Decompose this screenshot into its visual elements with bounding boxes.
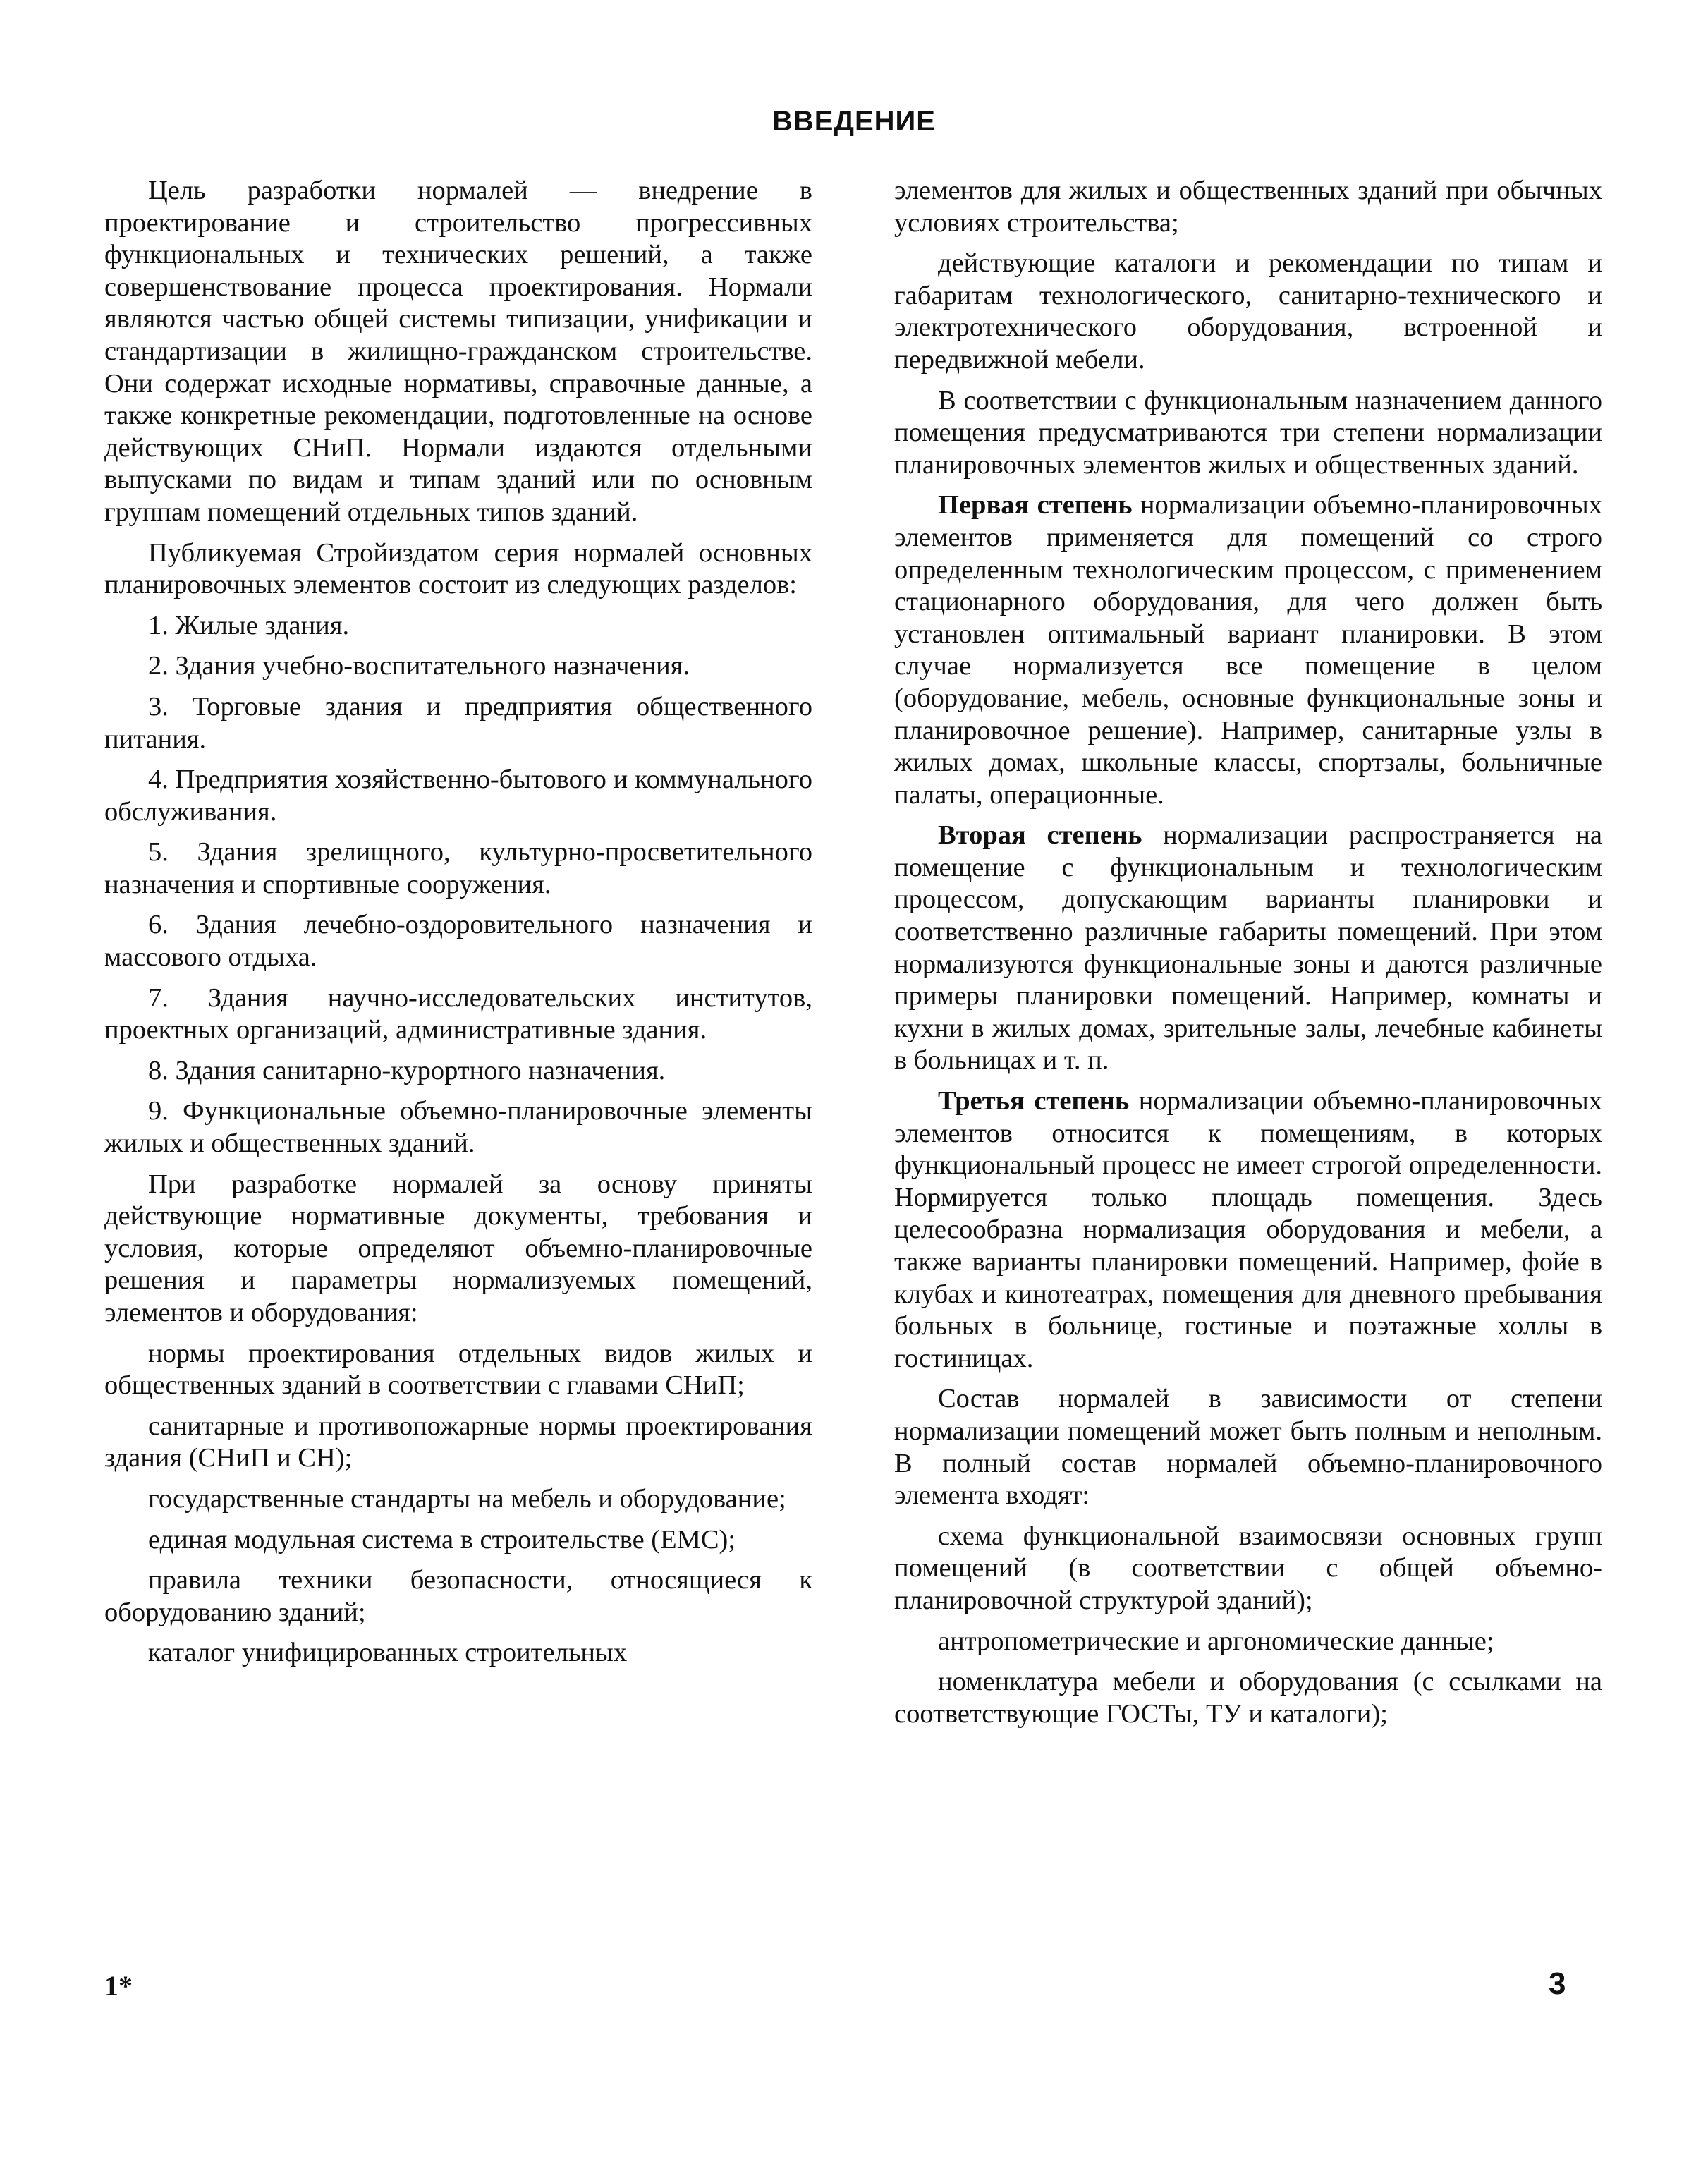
composition-paragraph: Состав нормалей в зависимости от степени нормализации помещений может быть полным и неполным. В полный состав нормалей объемно-планировочного элемента входят: xyxy=(894,1384,1602,1511)
second-degree-label: Вторая степень xyxy=(938,820,1142,851)
third-degree-text: нормализации объемно-планировочных элементов относится к помещениям, в которых функциональный процесс не имеет строгой определенности. Нормируется только площадь помещения. Здесь целесообразна нормализация оборудования и мебели, а также варианты планировки помещений. Например, фойе в клубах и кинотеатрах, помещения для дневного пребывания больных в больнице, гостиные и поэтажные холлы в гостиницах. xyxy=(894,1086,1603,1373)
page-title: ВВЕДЕНИЕ xyxy=(772,106,936,137)
list-item: 8. Здания санитарно-курортного назначения. xyxy=(148,1055,666,1085)
signature-mark: 1* xyxy=(104,1970,133,2002)
list-item: 5. Здания зрелищного, культурно-просветительного назначения и спортивные сооружения. xyxy=(104,837,812,899)
list-item: 6. Здания лечебно-оздоровительного назначения и массового отдыха. xyxy=(104,910,812,973)
basis-paragraph: При разработке нормалей за основу приняты действующие нормативные документы, требования и условия, которые определяют объемно-планировочные решения и параметры нормализуемых помещений, элементов и оборудования: xyxy=(104,1169,812,1327)
series-paragraph: Публикуемая Стройиздатом серия нормалей основных планировочных элементов состоит из следующих разделов: xyxy=(104,537,812,600)
document-item: правила техники безопасности, относящиеся к оборудованию зданий; xyxy=(104,1565,812,1627)
list-item: 1. Жилые здания. xyxy=(148,610,350,640)
list-item: 4. Предприятия хозяйственно-бытового и коммунального обслуживания. xyxy=(104,765,812,827)
document-item: каталог унифицированных строительных xyxy=(148,1638,628,1668)
list-item: 7. Здания научно-исследовательских институтов, проектных организаций, административные здания. xyxy=(104,982,812,1045)
composition-item: номенклатура мебели и оборудования (с ссылками на соответствующие ГОСТы, ТУ и каталоги); xyxy=(894,1667,1602,1729)
degrees-paragraph: В соответствии с функциональным назначением данного помещения предусматриваются три степени нормализации планировочных элементов жилых и общественных зданий. xyxy=(894,385,1602,480)
intro-paragraph: Цель разработки нормалей — внедрение в проектирование и строительство прогрессивных функциональных и технических решений, а также совершенствование процесса проектирования. Нормали являются частью общей системы типизации, унификации и стандартизации в жилищно-гражданском строительстве. Они содержат исходные нормативы, справочные данные, а также конкретные рекомендации, подготовленные на основе действующих СНиП. Нормали издаются отдельными выпусками по видам и типам зданий или по основным группам помещений отдельных типов зданий. xyxy=(104,176,812,527)
document-item: действующие каталоги и рекомендации по типам и габаритам технологического, санитарно-технического и электротехнического оборудования, встроенной и передвижной мебели. xyxy=(894,248,1602,375)
list-item: 9. Функциональные объемно-планировочные элементы жилых и общественных зданий. xyxy=(104,1096,812,1159)
document-item: государственные стандарты на мебель и оборудование; xyxy=(148,1483,786,1514)
list-item: 2. Здания учебно-воспитательного назначения. xyxy=(148,651,690,681)
page-number: 3 xyxy=(1549,1966,1566,2001)
document-item: нормы проектирования отдельных видов жилых и общественных зданий в соответствии с главами СНиП; xyxy=(104,1338,812,1401)
second-degree-text: нормализации распространяется на помещение с функциональным и технологическим процессом, допускающим варианты планировки и соответственно различные габариты помещений. При этом нормализуются функциональные зоны и даются различные примеры планировки помещений. Например, комнаты и кухни в жилых домах, зрительные залы, лечебные кабинеты в больницах и т. п. xyxy=(894,820,1602,1076)
third-degree-paragraph xyxy=(894,1085,1602,1375)
third-degree-label: Третья степень xyxy=(938,1086,1130,1117)
second-degree-paragraph xyxy=(894,820,1602,1077)
composition-item: антропометрические и аргономические данные; xyxy=(938,1626,1494,1656)
first-degree-label: Первая степень xyxy=(938,490,1133,521)
composition-item: схема функциональной взаимосвязи основных групп помещений (в соответствии с общей объемно-планировочной структурой зданий); xyxy=(894,1521,1602,1615)
list-item: 3. Торговые здания и предприятия общественного питания. xyxy=(104,691,812,754)
first-degree-text: нормализации объемно-планировочных элементов применяется для помещений со строго определенным технологическим процессом, с применением стационарного оборудования, для чего должен быть установлен оптимальный вариант планировки. В этом случае нормализуется все помещение в целом (оборудование, мебель, основные функциональные зоны и планировочное решение). Например, санитарные узлы в жилых домах, школьные классы, спортзалы, больничные палаты, операционные. xyxy=(894,490,1602,810)
first-degree-paragraph xyxy=(894,489,1602,811)
left-column xyxy=(104,175,812,1678)
right-column xyxy=(894,175,1602,1739)
document-item: единая модульная система в строительстве (ЕМС); xyxy=(148,1524,736,1554)
continued-text: элементов для жилых и общественных зданий при обычных условиях строительства; xyxy=(894,176,1602,238)
document-item: санитарные и противопожарные нормы проектирования здания (СНиП и СН); xyxy=(104,1411,812,1473)
